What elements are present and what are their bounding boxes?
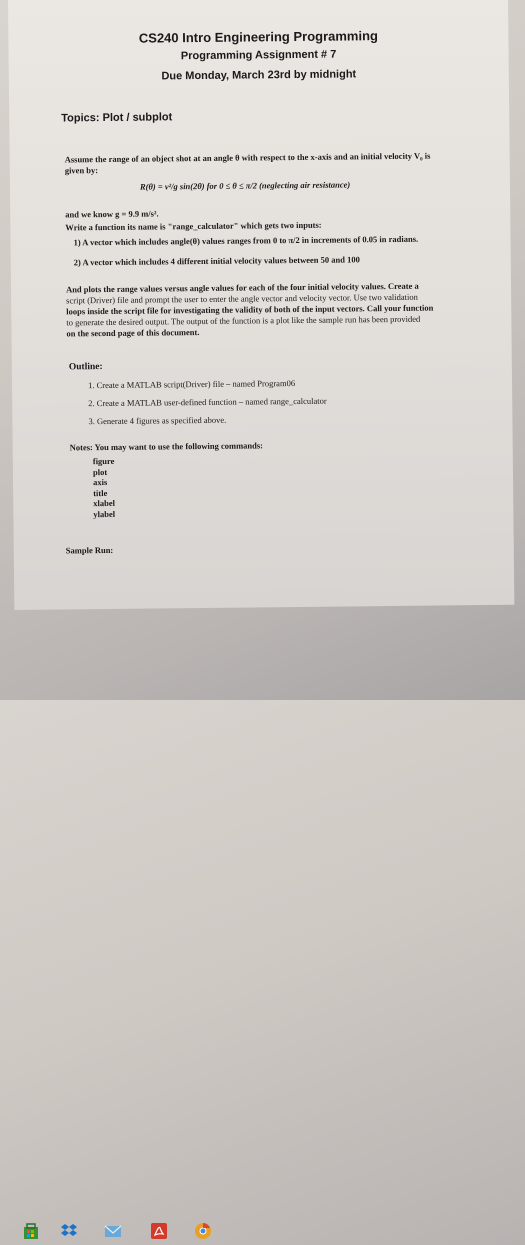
command-item: figure bbox=[92, 455, 115, 467]
input-1: 1) A vector which includes angle(θ) values ranges from 0 to π/2 in increments of 0.05 in radians. bbox=[73, 233, 419, 248]
description-line-3: loops inside the script file for investigating the validity of both of the input vectors. Call your function bbox=[66, 302, 434, 317]
outline-item-3: 3. Generate 4 figures as specified above. bbox=[88, 414, 227, 427]
intro-line-2: given by: bbox=[64, 165, 99, 176]
description-line-4: to generate the desired output. The output of the function is a plot like the sample run has been provided bbox=[66, 313, 421, 328]
command-item: title bbox=[93, 487, 108, 498]
document-page bbox=[8, 0, 514, 610]
outline-item-2: 2. Create a MATLAB user-defined function – named range_calculator bbox=[88, 395, 327, 409]
description-line-1: And plots the range values versus angle values for each of the four initial velocity values. Create a bbox=[65, 280, 419, 295]
chrome-icon[interactable] bbox=[194, 1222, 212, 1240]
due-date: Due Monday, March 23rd by midnight bbox=[161, 68, 357, 83]
description-line-2: script (Driver) file and prompt the user to enter the angle vector and velocity vector. Use two validation bbox=[66, 291, 418, 306]
gravity-line: and we know g = 9.9 m/s². bbox=[65, 208, 159, 220]
command-item: plot bbox=[92, 466, 108, 477]
command-list bbox=[93, 456, 115, 519]
taskbar bbox=[0, 610, 525, 640]
input-2: 2) A vector which includes 4 different initial velocity values between 50 and 100 bbox=[73, 254, 360, 268]
course-title: CS240 Intro Engineering Programming bbox=[138, 28, 379, 46]
acrobat-icon[interactable] bbox=[150, 1222, 168, 1240]
command-item: axis bbox=[93, 476, 108, 488]
function-instruction: Write a function its name is "range_calculator" which gets two inputs: bbox=[65, 219, 322, 233]
command-item: ylabel bbox=[93, 508, 116, 519]
command-item: xlabel bbox=[93, 497, 116, 509]
range-formula: R(θ) = v²/g sin(2θ) for 0 ≤ θ ≤ π/2 (neglecting air resistance) bbox=[139, 179, 351, 192]
assignment-title: Programming Assignment # 7 bbox=[180, 48, 337, 63]
outline-heading: Outline: bbox=[68, 362, 103, 373]
notes-line: Notes: You may want to use the following commands: bbox=[69, 440, 264, 453]
store-icon[interactable] bbox=[22, 1222, 40, 1240]
dropbox-icon[interactable] bbox=[60, 1222, 78, 1240]
description-line-5: on the second page of this document. bbox=[66, 327, 200, 339]
sample-run-heading: Sample Run: bbox=[65, 544, 114, 556]
outline-item-1: 1. Create a MATLAB script(Driver) file – named Program06 bbox=[87, 378, 296, 391]
intro-line-1: Assume the range of an object shot at an angle θ with respect to the x-axis and an initial velocity V₀ is bbox=[64, 150, 431, 165]
topics-heading: Topics: Plot / subplot bbox=[61, 111, 173, 125]
mail-icon[interactable] bbox=[104, 1222, 122, 1240]
